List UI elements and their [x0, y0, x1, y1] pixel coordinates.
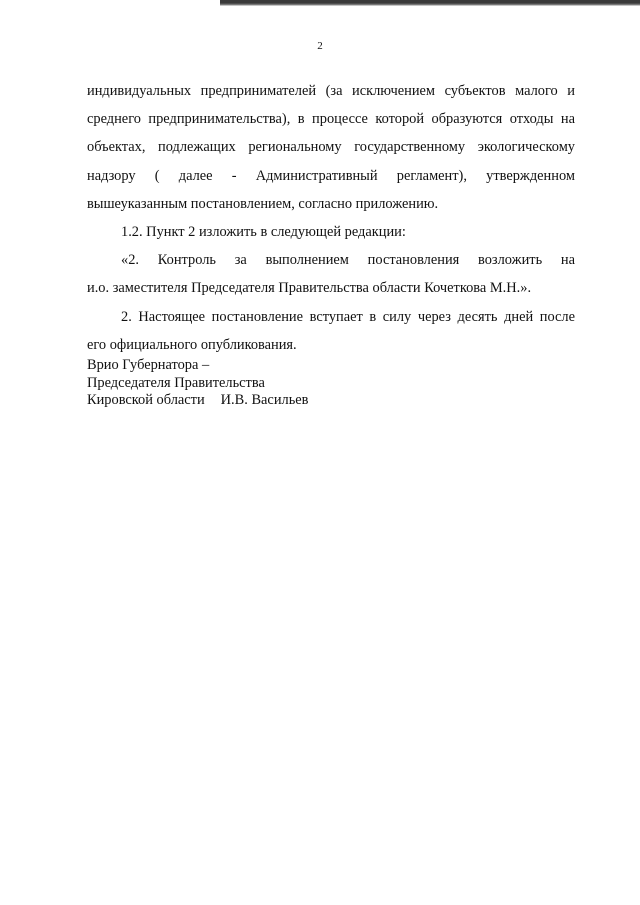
signature-title-line: Врио Губернатора – [87, 357, 210, 373]
document-body [87, 77, 575, 359]
text-line: «2. Контроль за выполнением постановления возложить на [121, 252, 575, 269]
signature-title-line: Председателя Правительства [87, 374, 265, 391]
text-line: 1.2. Пункт 2 изложить в следующей редакции: [121, 224, 406, 241]
text-line: 2. Настоящее постановление вступает в силу через десять дней после [121, 308, 575, 325]
page-number: 2 [317, 40, 323, 52]
signature-block [87, 357, 308, 410]
text-line: объектах, подлежащих региональному государственному экологическому [87, 139, 575, 156]
signatory-name: И.В. Васильев [220, 392, 309, 408]
text-line: среднего предпринимательства), в процессе которой образуются отходы на [87, 111, 575, 128]
text-line: и.о. заместителя Председателя Правительства области Кочеткова М.Н.». [87, 280, 532, 297]
signature-region: Кировской области [87, 392, 205, 408]
signature-title-line [87, 392, 308, 410]
scan-edge [220, 0, 640, 6]
text-line: индивидуальных предпринимателей (за исключением субъектов малого и [87, 83, 575, 99]
text-line: надзору ( далее - Административный регламент), утвержденном [87, 167, 575, 184]
text-line: его официального опубликования. [87, 336, 297, 353]
text-line: вышеуказанным постановлением, согласно приложению. [87, 195, 439, 212]
